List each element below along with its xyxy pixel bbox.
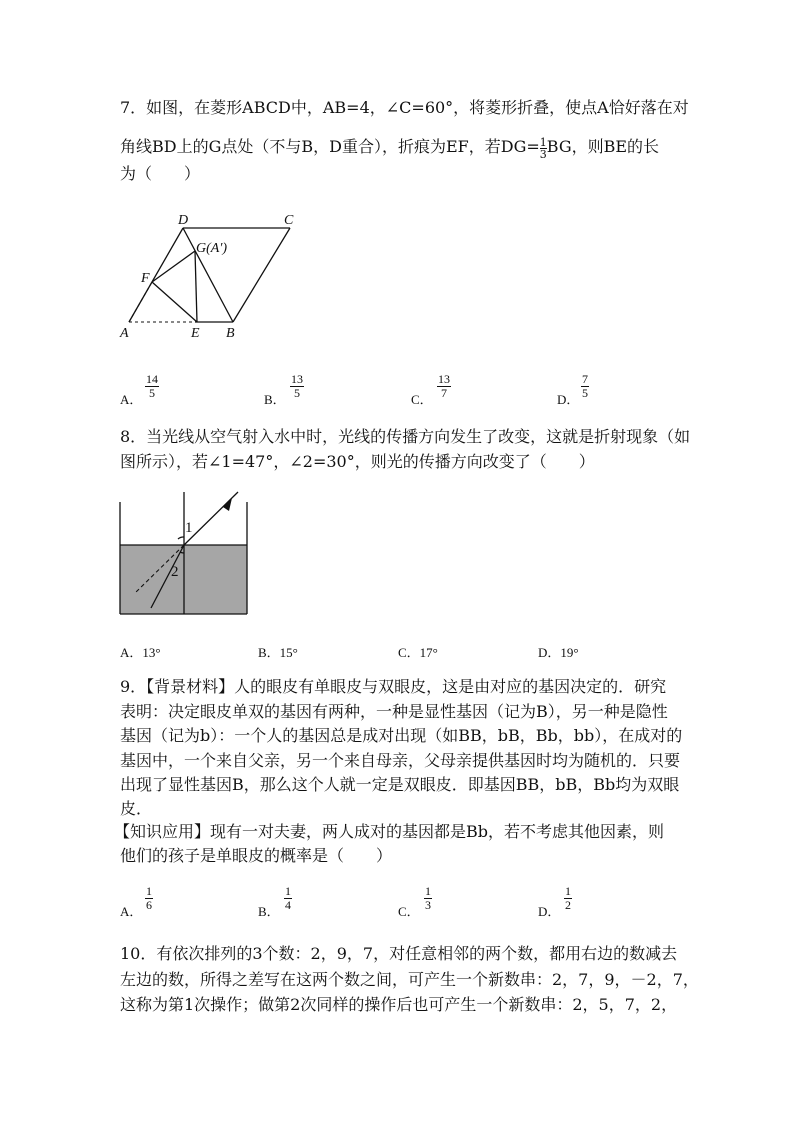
label-f: F [141, 271, 150, 286]
q9-option-d-letter: D． [538, 904, 561, 919]
q10-line-3: 这称为第1次操作；做第2次同样的操作后也可产生一个新数串：2，5，7，2， [120, 995, 678, 1014]
q7-dg-fraction-num: 1 [539, 136, 547, 149]
q8-refraction-figure [118, 488, 253, 618]
label-c: C [284, 213, 294, 228]
angle-1-label: 1 [185, 520, 193, 536]
q7-option-a-fraction: $\frac{14}{5}$ [146, 372, 158, 400]
q9-option-b-fraction: $\frac{1}{4}$ [285, 884, 291, 912]
q9-line-8: 他们的孩子是单眼皮的概率是（ ） [120, 846, 393, 865]
q7-option-c-letter: C． [411, 392, 433, 407]
label-e: E [191, 326, 200, 341]
q9-line-6: 皮． [120, 799, 153, 818]
segment-fg [152, 251, 195, 282]
q7-line-2 [120, 137, 659, 160]
rhombus-side-ad [129, 228, 183, 322]
q9-option-b-letter: B． [258, 904, 280, 919]
segment-ge [195, 251, 197, 322]
q8-option-d: D．19° [538, 645, 579, 660]
q9-option-c-letter: C． [398, 904, 420, 919]
q10-line-2: 左边的数，所得之差写在这两个数之间，可产生一个新数串：2，7，9，－2，7， [120, 970, 699, 989]
q10-line-1: 10．有依次排列的3个数：2，9，7，对任意相邻的两个数，都用右边的数减去 [120, 944, 678, 963]
label-b: B [226, 326, 235, 341]
q7-dg-fraction [540, 137, 547, 160]
q8-line-2: 图所示），若∠1=47°，∠2=30°，则光的传播方向改变了（ ） [120, 452, 595, 471]
incident-ray [184, 492, 238, 545]
q7-line-3: 为（ ） [120, 164, 201, 183]
q7-option-c-fraction: $\frac{13}{7}$ [438, 372, 450, 400]
q7-option-a-letter: A． [120, 392, 143, 407]
q9-option-c-fraction: $\frac{1}{3}$ [425, 884, 431, 912]
q7-option-d-letter: D． [557, 392, 580, 407]
q9-line-4: 基因中，一个来自父亲，另一个来自母亲，父母亲提供基因时均为随机的．只要 [120, 751, 681, 770]
rhombus-side-cb [233, 228, 290, 322]
q9-line-7: 【知识应用】现有一对夫妻，两人成对的基因都是Bb，若不考虑其他因素，则 [114, 822, 665, 841]
q8-option-c: C．17° [398, 645, 438, 660]
angle-1-arc [178, 537, 184, 539]
q7-dg-fraction-den: 3 [539, 148, 547, 161]
q7-option-b-letter: B． [264, 392, 286, 407]
label-d: D [178, 213, 189, 228]
q9-option-a-letter: A． [120, 904, 143, 919]
q9-option-d-fraction: $\frac{1}{2}$ [565, 884, 571, 912]
q9-line-3: 基因（记为b）：一个人的基因总是成对出现（如BB，bB，Bb，bb），在成对的 [120, 726, 683, 745]
q8-option-b: B．15° [258, 645, 298, 660]
q7-line-2-b: BG，则BE的长 [546, 137, 660, 156]
q7-line-1: 7．如图，在菱形ABCD中，AB=4，∠C=60°，将菱形折叠，使点A恰好落在对 [120, 98, 689, 117]
q7-rhombus-figure [112, 210, 312, 342]
label-a: A [120, 326, 129, 341]
q8-option-a: A．13° [120, 645, 161, 660]
fold-line-fe [152, 282, 197, 322]
q9-line-5: 出现了显性基因B，那么这个人就一定是双眼皮．即基因BB，bB，Bb均为双眼 [120, 775, 680, 794]
q7-option-b-fraction: $\frac{13}{5}$ [291, 372, 303, 400]
q7-line-2-a: 角线BD上的G点处（不与B，D重合），折痕为EF，若DG= [120, 137, 540, 156]
q7-option-d-fraction: $\frac{7}{5}$ [582, 372, 588, 400]
q9-option-a-fraction: $\frac{1}{6}$ [146, 884, 152, 912]
label-g: G(A′) [196, 241, 228, 256]
q8-line-1: 8．当光线从空气射入水中时，光线的传播方向发生了改变，这就是折射现象（如 [120, 427, 691, 446]
angle-2-label: 2 [171, 564, 179, 580]
q9-line-1: 9．【背景材料】人的眼皮有单眼皮与双眼皮，这是由对应的基因决定的．研究 [120, 677, 667, 696]
q9-line-2: 表明：决定眼皮单双的基因有两种，一种是显性基因（记为B），另一种是隐性 [120, 702, 668, 721]
